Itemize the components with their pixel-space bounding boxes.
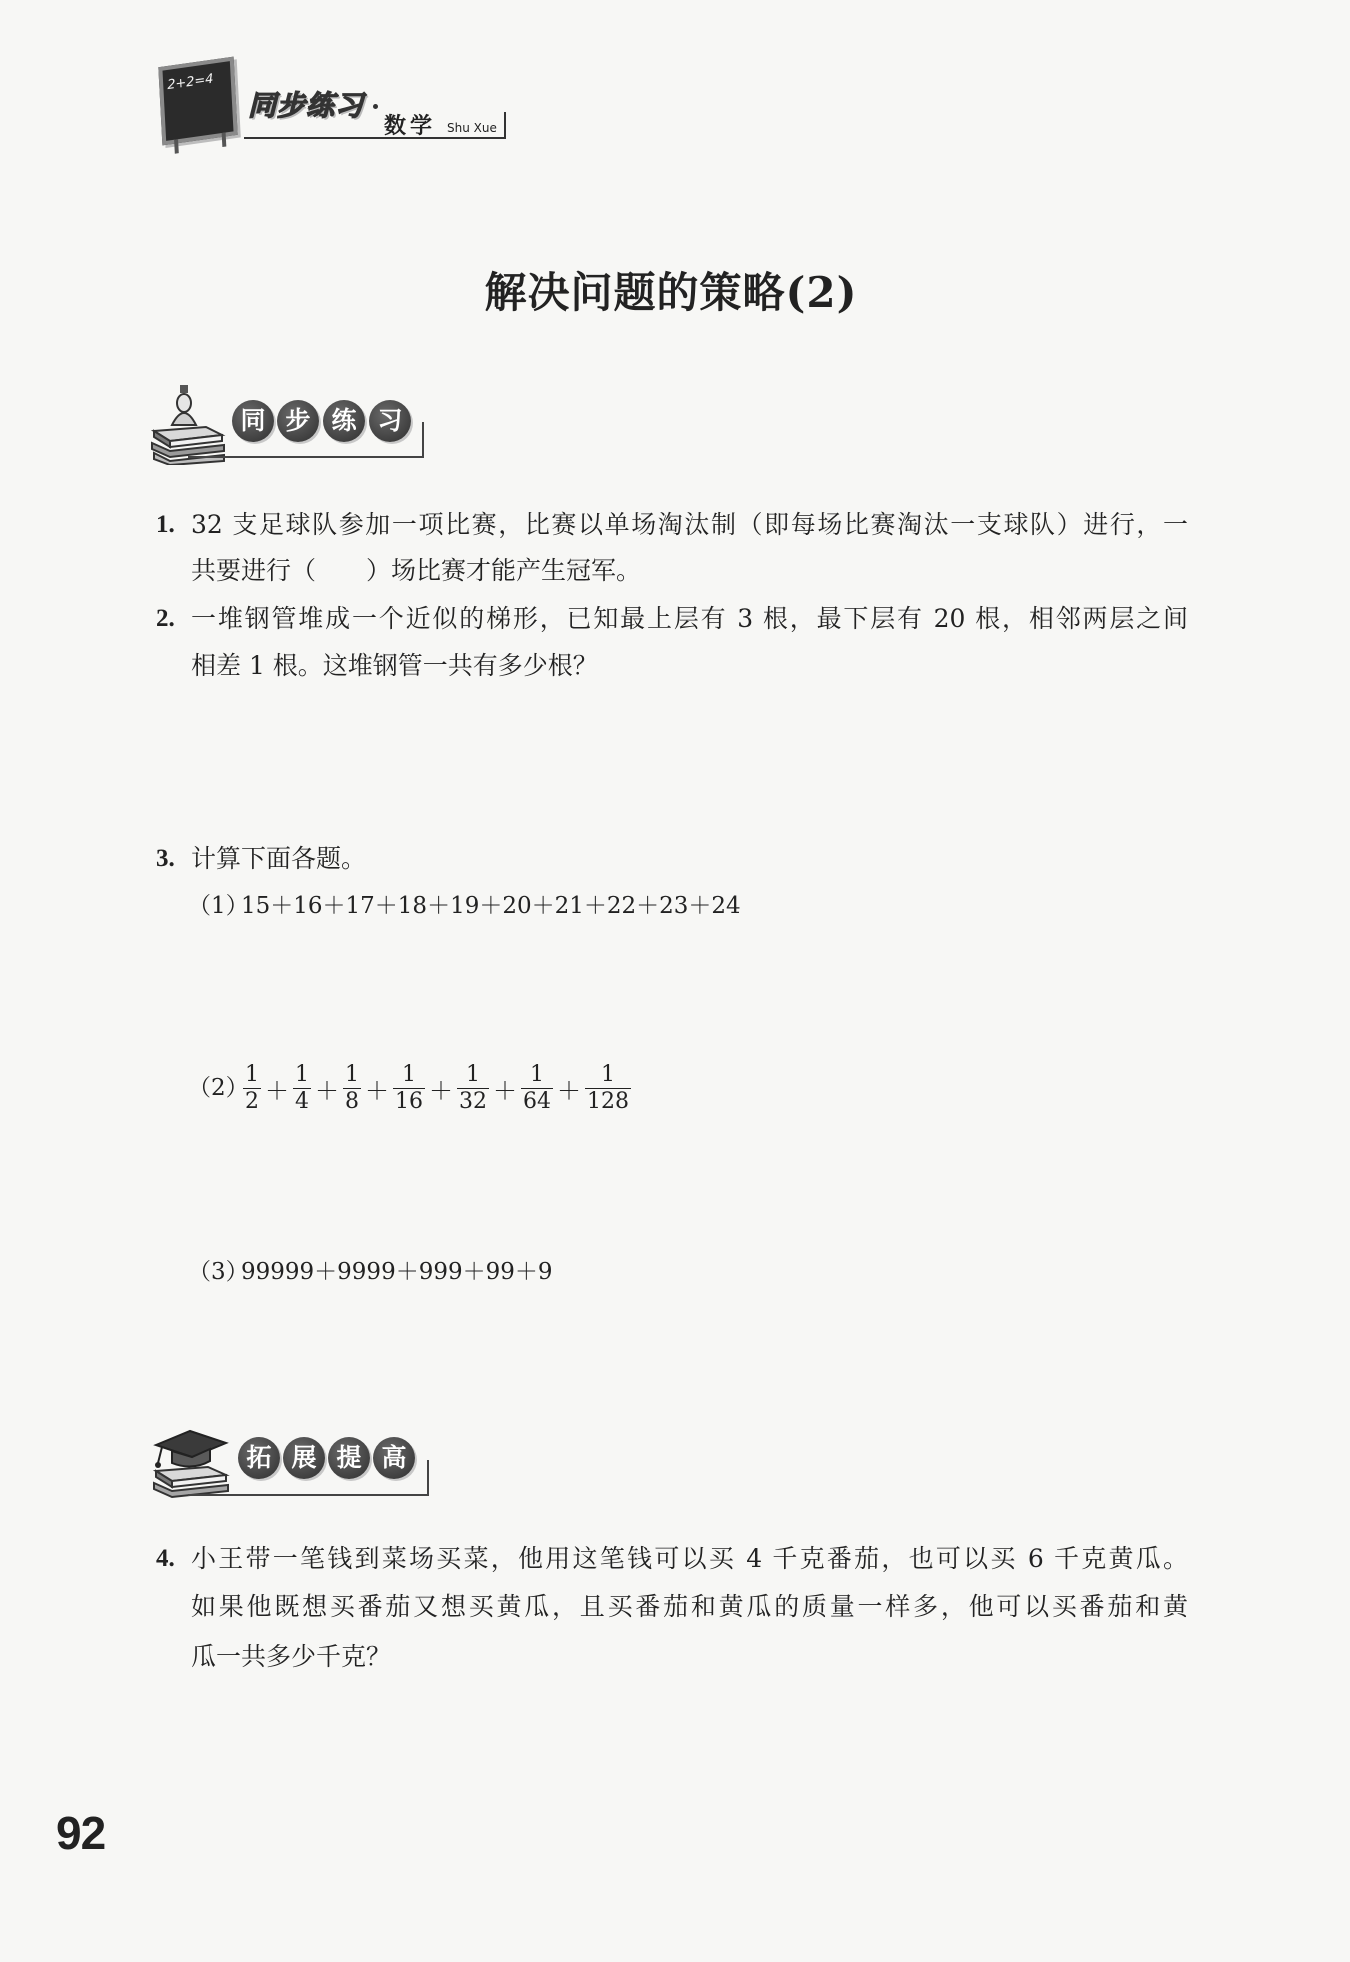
fraction bbox=[583, 1063, 633, 1114]
badge-char: 习 bbox=[369, 400, 411, 442]
plus-sign: ＋ bbox=[429, 1076, 453, 1105]
header-dot bbox=[373, 104, 378, 109]
section-underline bbox=[188, 1494, 429, 1496]
fraction bbox=[341, 1063, 363, 1114]
question-text: 瓜一共多少千克？ bbox=[191, 1642, 392, 1671]
question-text: 如果他既想买番茄又想买黄瓜，且买番茄和黄瓜的质量一样多，他可以买番茄和黄 bbox=[191, 1592, 1188, 1621]
section-bracket bbox=[422, 422, 424, 457]
books-lamp-icon bbox=[150, 381, 230, 465]
section-underline bbox=[188, 456, 424, 458]
board-text: 2+2=4 bbox=[166, 71, 214, 94]
plus-sign: ＋ bbox=[493, 1076, 517, 1105]
chalkboard-icon bbox=[158, 57, 237, 146]
denominator: 8 bbox=[345, 1088, 359, 1114]
badge-char: 练 bbox=[323, 400, 365, 442]
fraction-expression bbox=[241, 1062, 633, 1114]
question-text: 小王带一笔钱到菜场买菜，他用这笔钱可以买 4 千克番茄，也可以买 6 千克黄瓜。 bbox=[191, 1544, 1188, 1573]
badge-char: 同 bbox=[232, 400, 274, 442]
plus-sign: ＋ bbox=[365, 1076, 389, 1105]
denominator: 2 bbox=[245, 1088, 259, 1114]
denominator: 64 bbox=[523, 1088, 551, 1114]
question-number: 4. bbox=[156, 1545, 175, 1572]
subject-label: 数学 bbox=[384, 114, 437, 139]
numerator: 1 bbox=[245, 1061, 259, 1087]
badge-char: 提 bbox=[328, 1437, 370, 1479]
denominator: 128 bbox=[587, 1088, 629, 1114]
fraction bbox=[291, 1063, 313, 1114]
plus-sign: ＋ bbox=[315, 1076, 339, 1105]
page-title: 解决问题的策略(2) bbox=[484, 268, 858, 317]
fraction bbox=[519, 1063, 555, 1114]
graduation-cap-books-icon bbox=[150, 1425, 232, 1499]
question-text: 一堆钢管堆成一个近似的梯形，已知最上层有 3 根，最下层有 20 根，相邻两层之间 bbox=[191, 604, 1188, 633]
badge-char: 步 bbox=[277, 400, 319, 442]
header-bracket bbox=[504, 112, 506, 138]
page-number: 92 bbox=[56, 1807, 106, 1859]
board-leg bbox=[222, 132, 227, 147]
question-text: 相差 1 根。这堆钢管一共有多少根？ bbox=[191, 651, 598, 680]
question-number: 1. bbox=[156, 511, 175, 538]
numerator: 1 bbox=[530, 1061, 544, 1087]
fraction bbox=[455, 1063, 491, 1114]
fraction bbox=[391, 1063, 427, 1114]
denominator: 16 bbox=[395, 1088, 423, 1114]
question-text: 计算下面各题。 bbox=[191, 844, 367, 873]
subject-pinyin: Shu Xue bbox=[447, 121, 497, 135]
section-bracket bbox=[427, 1460, 429, 1495]
badge-char: 展 bbox=[283, 1437, 325, 1479]
fraction bbox=[241, 1063, 263, 1114]
question-text: 32 支足球队参加一项比赛，比赛以单场淘汰制（即每场比赛淘汰一支球队）进行，一 bbox=[191, 510, 1188, 539]
math-expression: 15＋16＋17＋18＋19＋20＋21＋22＋23＋24 bbox=[241, 893, 741, 919]
denominator: 4 bbox=[295, 1088, 309, 1114]
board-leg bbox=[174, 139, 179, 154]
numerator: 1 bbox=[345, 1061, 359, 1087]
math-expression: 99999＋9999＋999＋99＋9 bbox=[241, 1259, 553, 1285]
question-number: 3. bbox=[156, 845, 175, 872]
numerator: 1 bbox=[402, 1061, 416, 1087]
question-text: 共要进行（ ）场比赛才能产生冠军。 bbox=[191, 556, 642, 585]
badge-char: 高 bbox=[373, 1437, 415, 1479]
numerator: 1 bbox=[295, 1061, 309, 1087]
header-underline bbox=[244, 137, 506, 139]
series-title: 同步练习 bbox=[248, 89, 365, 122]
numerator: 1 bbox=[466, 1061, 480, 1087]
plus-sign: ＋ bbox=[557, 1076, 581, 1105]
part-label: （2） bbox=[188, 1075, 249, 1101]
badge-char: 拓 bbox=[238, 1437, 280, 1479]
denominator: 32 bbox=[459, 1088, 487, 1114]
part-label: （3） bbox=[188, 1259, 249, 1285]
numerator: 1 bbox=[601, 1061, 615, 1087]
question-number: 2. bbox=[156, 605, 175, 632]
plus-sign: ＋ bbox=[265, 1076, 289, 1105]
part-label: （1） bbox=[188, 893, 249, 919]
